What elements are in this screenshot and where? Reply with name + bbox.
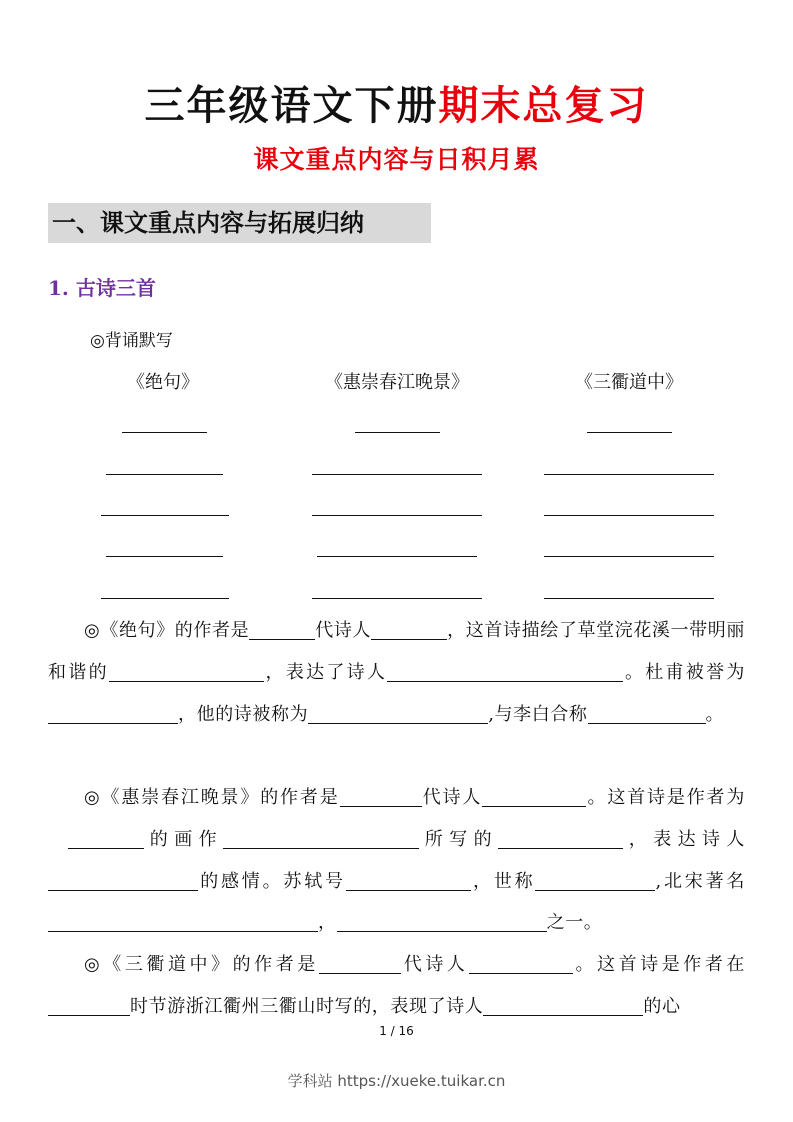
fill-blank[interactable] — [535, 870, 655, 891]
text: 时节游浙江衢州三衢山时写的，表现了诗人 — [130, 995, 484, 1017]
page-subtitle: 课文重点内容与日积月累 — [253, 145, 540, 174]
recite-line[interactable] — [317, 556, 477, 557]
fill-blank[interactable] — [48, 911, 318, 932]
paragraph-jueju — [48, 610, 745, 735]
recite-line[interactable] — [312, 598, 482, 599]
fill-blank[interactable] — [482, 786, 586, 807]
poem-title-sanqu: 《三衢道中》 — [575, 372, 683, 393]
paragraph-sanqu — [48, 944, 745, 1028]
text: ，表达诗人 — [623, 828, 745, 850]
recite-line[interactable] — [312, 474, 482, 475]
poem-title-huichong: 《惠崇春江晚景》 — [325, 372, 469, 393]
text: 的心 — [643, 995, 681, 1017]
recite-line[interactable] — [122, 432, 207, 433]
fill-blank[interactable] — [469, 953, 573, 974]
recite-label: ◎背诵默写 — [90, 331, 173, 351]
text: ，世称 — [470, 870, 536, 892]
text: 代诗人 — [315, 620, 372, 641]
fill-blank[interactable] — [483, 995, 643, 1016]
text: 代诗人 — [400, 954, 469, 975]
text: 所写的 — [419, 828, 498, 850]
fill-blank[interactable] — [249, 619, 315, 640]
fill-blank[interactable] — [337, 911, 547, 932]
fill-blank[interactable] — [340, 786, 422, 807]
footer-watermark: 学科站 https://xueke.tuikar.cn — [287, 1072, 506, 1090]
paragraph-huichong — [48, 777, 745, 944]
text: 。杜甫被誉为 — [623, 661, 745, 683]
fill-blank[interactable] — [109, 661, 264, 682]
poem-title-jueju: 《绝句》 — [127, 372, 199, 393]
recite-line[interactable] — [106, 474, 223, 475]
fill-blank[interactable] — [588, 703, 706, 724]
title-black: 三年级语文下册 — [144, 82, 439, 129]
recite-line[interactable] — [312, 515, 482, 516]
fill-blank[interactable] — [371, 619, 447, 640]
text: 的感情。苏轼号 — [198, 870, 346, 892]
fill-blank[interactable] — [498, 828, 623, 849]
fill-blank[interactable] — [387, 661, 623, 682]
text: ◎《绝句》的作者是 — [84, 620, 250, 641]
recite-line[interactable] — [101, 598, 229, 599]
page-number: 1 / 16 — [379, 1024, 414, 1038]
text: 代诗人 — [421, 787, 483, 808]
text: ，这首诗描绘了草堂浣花溪一带明丽和谐的 — [48, 620, 745, 683]
section-heading: 一、课文重点内容与拓展归纳 — [48, 203, 431, 243]
title-red: 期末总复习 — [438, 82, 649, 129]
fill-blank[interactable] — [319, 953, 401, 974]
fill-blank[interactable] — [223, 828, 419, 849]
text: 。这首诗是作者为 — [586, 787, 745, 808]
subsection-heading: 1. 古诗三首 — [48, 276, 156, 300]
text: 。 — [705, 703, 725, 725]
text: 的画作 — [144, 828, 223, 850]
fill-blank[interactable] — [68, 828, 144, 849]
recite-line[interactable] — [355, 432, 440, 433]
text: ◎《三衢道中》的作者是 — [84, 954, 319, 975]
text: 。这首诗是作者在 — [572, 954, 745, 975]
fill-blank[interactable] — [346, 870, 471, 891]
fill-blank[interactable] — [48, 703, 178, 724]
recite-line[interactable] — [587, 432, 672, 433]
recite-line[interactable] — [544, 598, 714, 599]
text: ， — [318, 912, 337, 934]
recite-line[interactable] — [544, 515, 714, 516]
recite-line[interactable] — [544, 556, 714, 557]
text: ,与李白合称 — [488, 703, 588, 725]
text: 之一。 — [546, 912, 603, 934]
recite-line[interactable] — [106, 556, 223, 557]
page-title — [0, 80, 793, 132]
fill-blank[interactable] — [48, 995, 130, 1016]
text: ◎《惠崇春江晚景》的作者是 — [84, 787, 340, 808]
text: ,北宋著名 — [655, 870, 745, 892]
text: ，表达了诗人 — [263, 661, 388, 683]
text: ，他的诗被称为 — [178, 703, 309, 725]
recite-line[interactable] — [101, 515, 229, 516]
fill-blank[interactable] — [308, 703, 488, 724]
fill-blank[interactable] — [48, 870, 198, 891]
recite-line[interactable] — [544, 474, 714, 475]
